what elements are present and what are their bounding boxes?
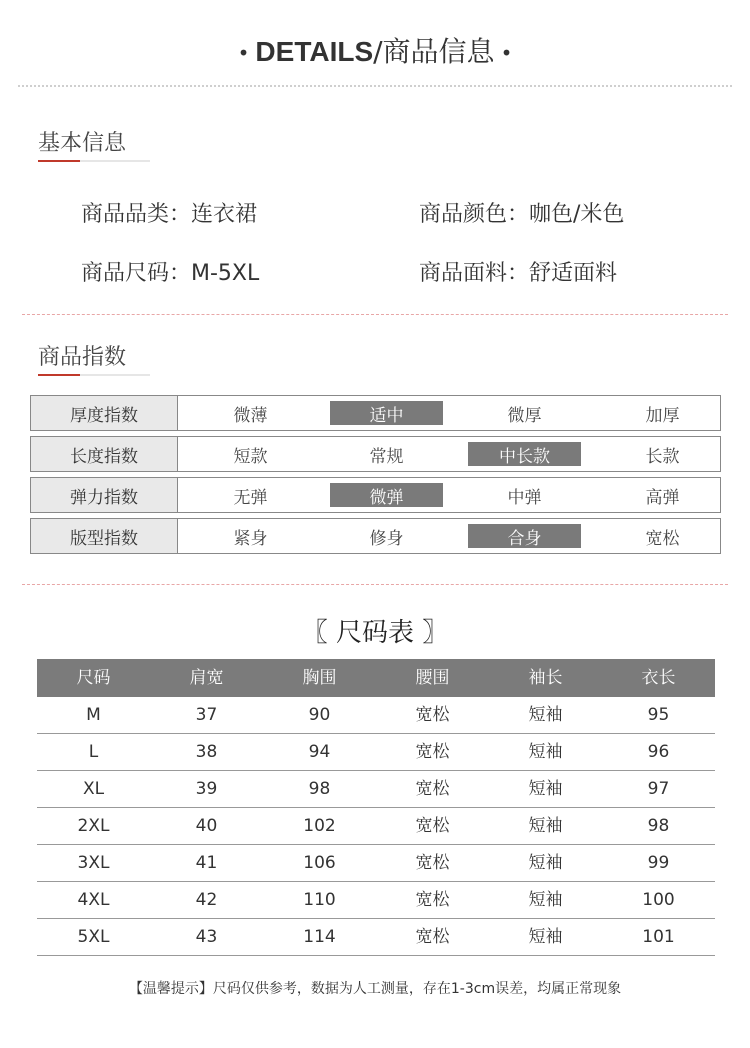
table-row [37, 845, 715, 882]
index-option: 长款 [645, 446, 680, 467]
table-cell: 短袖 [528, 853, 563, 873]
header-dot-right: • [500, 41, 513, 65]
section-divider-1 [22, 314, 728, 315]
index-option: 修身 [369, 528, 404, 549]
table-row [37, 734, 715, 771]
table-row [37, 808, 715, 845]
table-cell: 42 [195, 890, 218, 910]
info-fabric [419, 256, 617, 287]
index-option: 高弹 [645, 487, 680, 508]
size-note: 【温馨提示】尺码仅供参考，数据为人工测量，存在1-3cm误差，均属正常现象 [128, 981, 622, 997]
index-option: 短款 [233, 446, 268, 467]
index-row-label: 长度指数 [31, 437, 178, 471]
basic-info-underline [38, 160, 150, 162]
table-cell: 102 [303, 816, 336, 836]
table-cell: 短袖 [528, 927, 563, 947]
table-row [37, 882, 715, 919]
index-row-options [178, 437, 720, 471]
info-size-label: 商品尺码： [81, 261, 192, 286]
info-color [419, 197, 624, 228]
index-option: 加厚 [645, 405, 680, 426]
index-row-options [178, 396, 720, 430]
info-category [81, 197, 257, 228]
table-cell: 40 [195, 816, 218, 836]
index-option: 微厚 [507, 405, 542, 426]
table-cell: 宽松 [415, 742, 450, 762]
info-size [81, 256, 259, 287]
table-cell: 98 [308, 779, 331, 799]
table-cell: 宽松 [415, 816, 450, 836]
table-cell: 97 [647, 779, 670, 799]
index-option-selected: 微弹 [330, 483, 443, 507]
table-cell: 94 [308, 742, 331, 762]
table-cell: 宽松 [415, 779, 450, 799]
table-cell: 短袖 [528, 742, 563, 762]
table-cell: 3XL [77, 853, 110, 873]
table-cell: 106 [303, 853, 336, 873]
table-cell: 37 [195, 705, 218, 725]
index-row-elasticity [30, 477, 721, 513]
table-cell: 114 [303, 927, 336, 947]
table-cell: 41 [195, 853, 218, 873]
table-cell: 短袖 [528, 816, 563, 836]
product-index-underline [38, 374, 150, 376]
table-cell: 2XL [77, 816, 110, 836]
header-title-en: DETAILS [255, 36, 374, 67]
table-cell: 96 [647, 742, 670, 762]
index-option-selected: 适中 [330, 401, 443, 425]
table-cell: 5XL [77, 927, 110, 947]
table-cell: 宽松 [415, 927, 450, 947]
table-cell: 短袖 [528, 890, 563, 910]
size-header-cell: 腰围 [415, 668, 450, 688]
table-cell: XL [82, 779, 105, 799]
index-row-options [178, 478, 720, 512]
index-option-selected: 合身 [468, 524, 581, 548]
index-row-fit [30, 518, 721, 554]
size-header-cell: 衣长 [641, 668, 676, 688]
table-cell: 100 [642, 890, 675, 910]
table-cell: 宽松 [415, 705, 450, 725]
table-cell: 短袖 [528, 779, 563, 799]
index-row-thickness [30, 395, 721, 431]
table-cell: 43 [195, 927, 218, 947]
size-header-cell: 肩宽 [189, 668, 224, 688]
section-divider-2 [22, 584, 728, 585]
table-cell: 101 [642, 927, 675, 947]
basic-info-title: 基本信息 [38, 131, 127, 156]
table-row [37, 697, 715, 734]
table-cell: 短袖 [528, 705, 563, 725]
table-cell: 99 [647, 853, 670, 873]
size-table-title: 〖 尺码表 〗 [301, 618, 449, 648]
index-option: 微薄 [233, 405, 268, 426]
index-option: 宽松 [645, 528, 680, 549]
product-index-title: 商品指数 [38, 345, 127, 370]
table-cell: 38 [195, 742, 218, 762]
table-cell: 90 [308, 705, 331, 725]
table-cell: 宽松 [415, 853, 450, 873]
header-dot-left: • [237, 41, 250, 65]
table-row [37, 919, 715, 956]
header-divider [18, 85, 732, 87]
page-header [0, 30, 750, 70]
info-category-value: 连衣裙 [191, 202, 258, 227]
info-fabric-label: 商品面料： [419, 261, 530, 286]
index-option: 紧身 [233, 528, 268, 549]
index-option-selected: 中长款 [468, 442, 581, 466]
index-row-label: 弹力指数 [31, 478, 178, 512]
size-header-cell: 胸围 [302, 668, 337, 688]
index-row-label: 版型指数 [31, 519, 178, 553]
index-row-length [30, 436, 721, 472]
index-option: 常规 [369, 446, 404, 467]
index-option: 无弹 [233, 487, 268, 508]
table-cell: 4XL [77, 890, 110, 910]
table-cell: L [88, 742, 99, 762]
size-header-cell: 尺码 [76, 668, 111, 688]
info-color-value: 咖色/米色 [529, 202, 625, 227]
table-cell: M [86, 705, 101, 725]
table-cell: 110 [303, 890, 336, 910]
info-category-label: 商品品类： [81, 202, 192, 227]
info-fabric-value: 舒适面料 [529, 261, 618, 286]
table-cell: 宽松 [415, 890, 450, 910]
size-header-cell: 袖长 [528, 668, 563, 688]
index-option: 中弹 [507, 487, 542, 508]
info-color-label: 商品颜色： [419, 202, 530, 227]
index-row-label: 厚度指数 [31, 396, 178, 430]
table-row [37, 771, 715, 808]
header-title-cn: /商品信息 [373, 35, 495, 68]
table-cell: 39 [195, 779, 218, 799]
info-size-value: M-5XL [191, 261, 260, 286]
size-table-header [37, 659, 715, 697]
index-row-options [178, 519, 720, 553]
table-cell: 98 [647, 816, 670, 836]
table-cell: 95 [647, 705, 670, 725]
